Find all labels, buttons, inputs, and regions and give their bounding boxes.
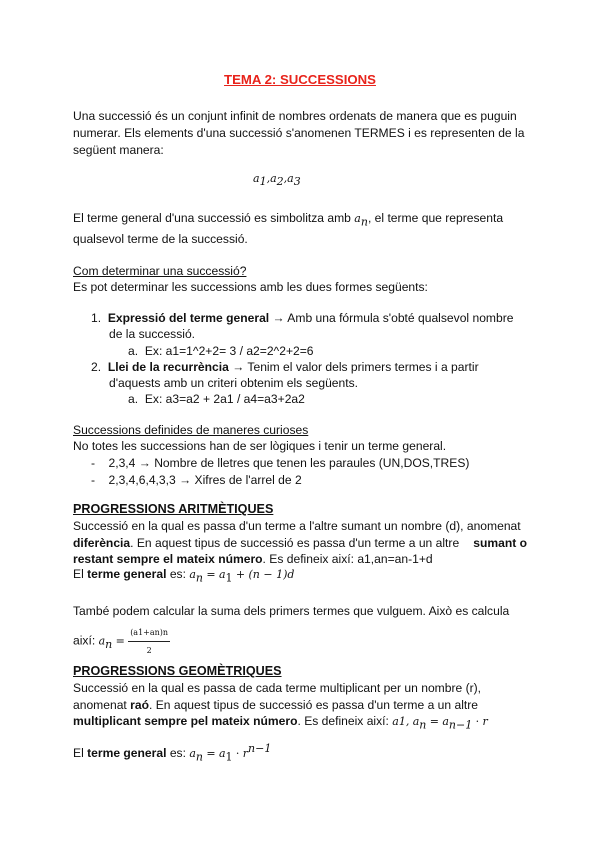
geom-line-2: anomenat raó. En aquest tipus de successió es passa d'un terme a un altre xyxy=(73,698,479,712)
geom-heading: PROGRESSIONS GEOMÈTRIQUES xyxy=(73,664,282,678)
general-term-line-2: qualsevol terme de la successió. xyxy=(73,232,248,246)
determine-intro: Es pot determinar les successions amb les dues formes següents: xyxy=(73,280,428,294)
intro-line-1: Una successió és un conjunt infinit de nombres ordenats de manera que es puguin xyxy=(73,109,517,123)
geom-line-1: Successió en la qual es passa de cada terme multiplicant per un nombre (r), xyxy=(73,681,482,695)
curious-heading: Successions definides de maneres curioses xyxy=(73,423,309,437)
geom-general-term: El terme general es: $a_n = a_1 \cdot r^{n-1}$ xyxy=(73,742,272,764)
arith-heading: PROGRESSIONS ARITMÈTIQUES xyxy=(73,502,274,516)
arith-sum-line-2: així: $a_n$ = $\frac{(a1+an)n}{2}$ xyxy=(73,624,527,659)
page-title: TEMA 2: SUCCESSIONS xyxy=(224,72,376,87)
arith-general-term: El terme general es: $a_n = a_1 + (n - 1)d$ xyxy=(73,567,295,585)
determine-item-1-example: a. Ex: a1=1^2+2= 3 / a2=2^2+2=6 xyxy=(128,344,314,358)
terms-formula: $a_1,a_2,a_3$ xyxy=(253,172,301,189)
determine-item-1: 1. Expressió del terme general → Amb una fórmula s'obté qualsevol nombre xyxy=(91,311,514,325)
curious-item-2: - 2,3,4,6,4,3,3 → Xifres de l'arrel de 2 xyxy=(91,473,302,487)
determine-item-2-cont: d'aquests amb un criteri obtenim els següents. xyxy=(109,376,359,390)
determine-heading: Com determinar una successió? xyxy=(73,264,247,278)
intro-line-3: següent manera: xyxy=(73,143,164,157)
arith-line-3: restant sempre el mateix número. Es defineix així: a1,an=an-1+d xyxy=(73,552,433,566)
geom-line-3: multiplicant sempre pel mateix número. Es defineix així: a1, $a_n = a_{n-1} \cdot r$ xyxy=(73,714,488,732)
determine-item-1-cont: de la successió. xyxy=(109,327,196,341)
sum-fraction: $\frac{(a1+an)n}{2}$ xyxy=(128,624,170,659)
determine-item-2: 2. Llei de la recurrència → Tenim el valor dels primers termes i a partir xyxy=(91,360,479,374)
arith-line-2: diferència. En aquest tipus de successió es passa d'un terme a un altre sumant o xyxy=(73,536,527,550)
curious-item-1: - 2,3,4 → Nombre de lletres que tenen les paraules (UN,DOS,TRES) xyxy=(91,456,470,470)
arith-sum-line-1: També podem calcular la suma dels primers termes que vulguem. Això es calcula xyxy=(73,604,510,618)
curious-intro: No totes les successions han de ser lògiques i tenir un terme general. xyxy=(73,439,447,453)
arith-line-1: Successió en la qual es passa d'un terme a l'altre sumant un nombre (d), anomenat xyxy=(73,519,521,533)
general-term-line-1: El terme general d'una successió es simbolitza amb $a_n$, el terme que representa xyxy=(73,211,504,229)
intro-line-2: numerar. Els elements d'una successió s'anomenen TERMES i es representen de la xyxy=(73,126,525,140)
determine-item-2-example: a. Ex: a3=a2 + 2a1 / a4=a3+2a2 xyxy=(128,392,305,406)
